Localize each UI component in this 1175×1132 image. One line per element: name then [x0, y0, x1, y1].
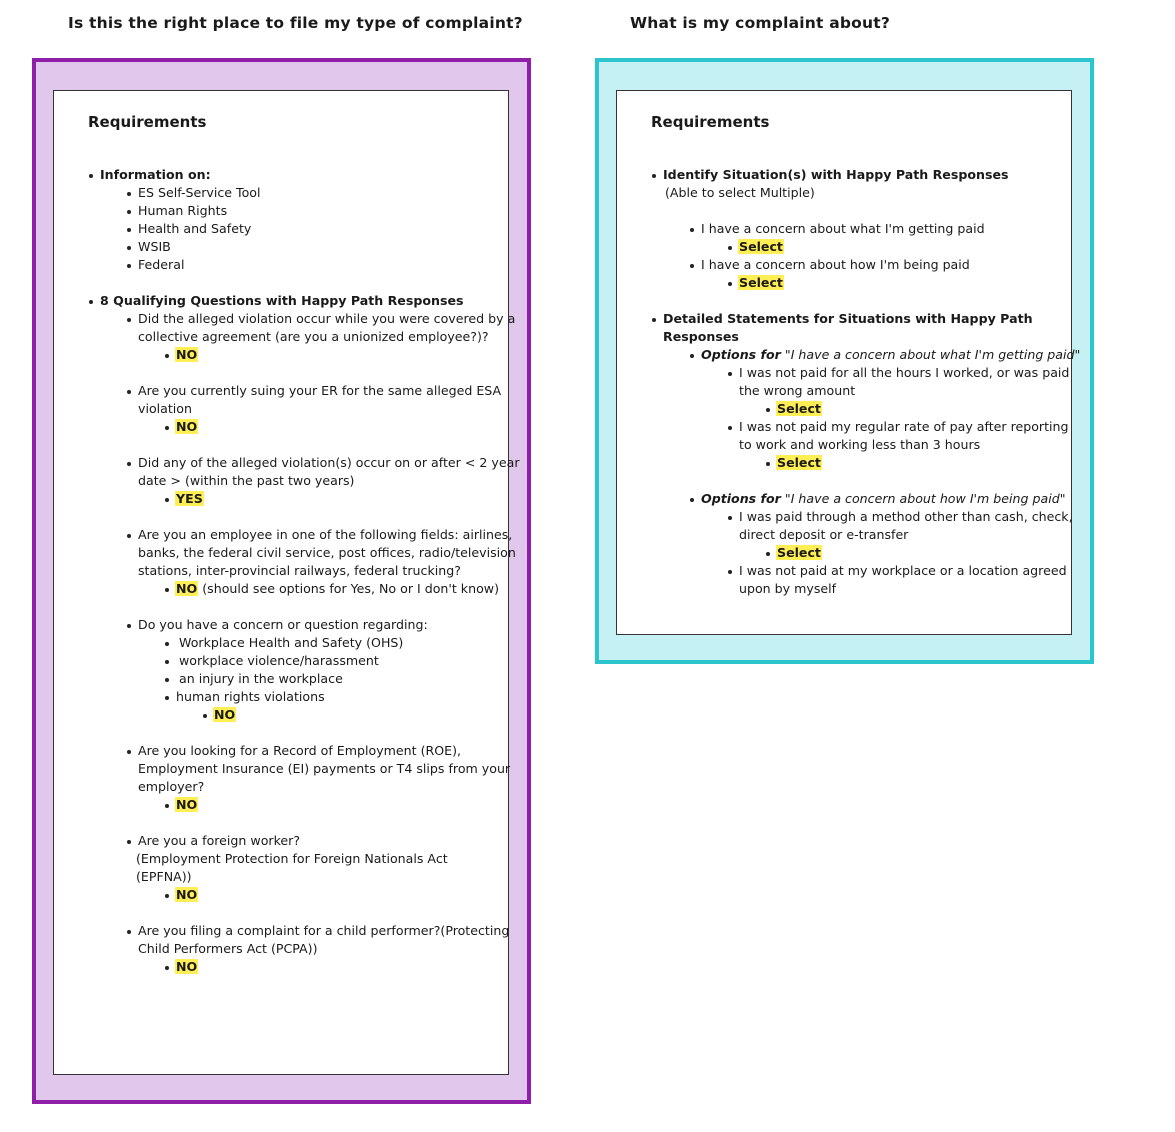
question-3-cont: date > (within the past two years) [138, 473, 355, 488]
bullet [127, 228, 131, 232]
answer-badge: NO [176, 887, 198, 902]
left-heading: Is this the right place to file my type of complaint? [68, 14, 523, 32]
question-7-cont: (EPFNA)) [136, 869, 192, 884]
question-1-cont: collective agreement (are you a unionized employee?)? [138, 329, 489, 344]
select-badge: Select [777, 455, 821, 470]
options-label: Options for [701, 347, 781, 362]
bullet [690, 264, 694, 268]
bullet [165, 894, 169, 898]
concern-item: human rights violations [176, 689, 325, 704]
question-7: Are you a foreign worker? [138, 833, 301, 848]
bullet [652, 318, 656, 322]
bullet [127, 264, 131, 268]
select-badge: Select [739, 239, 783, 254]
bullet [127, 246, 131, 250]
bullet [728, 570, 732, 574]
bullet [766, 408, 770, 412]
bullet [127, 210, 131, 214]
bullet [165, 678, 169, 682]
select-badge: Select [777, 545, 821, 560]
question-4-cont: stations, inter-provincial railways, federal trucking? [138, 563, 461, 578]
bullet [165, 804, 169, 808]
bullet [127, 462, 131, 466]
bullet [728, 372, 732, 376]
info-item: ES Self-Service Tool [138, 185, 261, 200]
answer-badge: NO [176, 959, 198, 974]
detailed-statements-title: Detailed Statements for Situations with Happy Path [663, 311, 1033, 326]
info-item: Human Rights [138, 203, 228, 218]
question-5: Do you have a concern or question regarding: [138, 617, 428, 632]
bullet [728, 516, 732, 520]
bullet [766, 462, 770, 466]
statement-item: I was not paid for all the hours I worked, or was paid [739, 365, 1070, 380]
question-8-cont: Child Performers Act (PCPA)) [138, 941, 318, 956]
answer-badge: NO [176, 581, 198, 596]
question-6-cont: employer? [138, 779, 205, 794]
bullet [652, 174, 656, 178]
statement-item: I was not paid my regular rate of pay after reporting [739, 419, 1069, 434]
concern-item: an injury in the workplace [179, 671, 343, 686]
question-6-cont: Employment Insurance (EI) payments or T4 slips from your [138, 761, 511, 776]
qualifying-questions-title: 8 Qualifying Questions with Happy Path Responses [100, 293, 464, 308]
bullet [127, 318, 131, 322]
question-8: Are you filing a complaint for a child performer?(Protecting [138, 923, 510, 938]
bullet [165, 588, 169, 592]
bullet [89, 300, 93, 304]
bullet [690, 354, 694, 358]
bullet [690, 498, 694, 502]
options-situation-quote: "I have a concern about what I'm getting paid" [780, 347, 1081, 362]
right-requirements-title: Requirements [651, 113, 770, 131]
bullet [127, 840, 131, 844]
identify-situations-title: Identify Situation(s) with Happy Path Responses [663, 167, 1009, 182]
question-1: Did the alleged violation occur while you were covered by a [138, 311, 516, 326]
bullet [165, 966, 169, 970]
question-3: Did any of the alleged violation(s) occur on or after < 2 year [138, 455, 520, 470]
bullet [165, 498, 169, 502]
question-4-cont: banks, the federal civil service, post offices, radio/television [138, 545, 516, 560]
bullet [127, 750, 131, 754]
statement-item-cont: upon by myself [739, 581, 837, 596]
bullet [728, 246, 732, 250]
select-badge: Select [777, 401, 821, 416]
options-situation-quote: "I have a concern about how I'm being paid" [780, 491, 1066, 506]
info-item: WSIB [138, 239, 171, 254]
concern-item: Workplace Health and Safety (OHS) [179, 635, 404, 650]
question-7-cont: (Employment Protection for Foreign Nationals Act [136, 851, 448, 866]
bullet [127, 624, 131, 628]
info-item: Federal [138, 257, 185, 272]
situation-item: I have a concern about how I'm being paid [701, 257, 970, 272]
detailed-statements-title-cont: Responses [663, 329, 739, 344]
answer-note: (should see options for Yes, No or I don't know) [198, 581, 500, 596]
bullet [127, 534, 131, 538]
answer-badge: NO [176, 797, 198, 812]
identify-situations-subtitle: (Able to select Multiple) [665, 185, 815, 200]
select-badge: Select [739, 275, 783, 290]
situation-item: I have a concern about what I'm getting paid [701, 221, 985, 236]
concern-item: workplace violence/harassment [179, 653, 379, 668]
answer-badge: YES [176, 491, 203, 506]
bullet [127, 930, 131, 934]
answer-badge: NO [214, 707, 236, 722]
bullet [127, 192, 131, 196]
bullet [127, 390, 131, 394]
answer-badge: NO [176, 347, 198, 362]
bullet [766, 552, 770, 556]
right-heading: What is my complaint about? [630, 14, 891, 32]
answer-badge: NO [176, 419, 198, 434]
bullet [165, 660, 169, 664]
information-on-label: Information on: [100, 167, 211, 182]
statement-item: I was paid through a method other than cash, check, [739, 509, 1073, 524]
left-requirements-title: Requirements [88, 113, 207, 131]
question-2: Are you currently suing your ER for the same alleged ESA [138, 383, 502, 398]
bullet [728, 426, 732, 430]
bullet [203, 714, 207, 718]
statement-item: I was not paid at my workplace or a location agreed [739, 563, 1067, 578]
statement-item-cont: to work and working less than 3 hours [739, 437, 981, 452]
question-4: Are you an employee in one of the following fields: airlines, [138, 527, 513, 542]
statement-item-cont: the wrong amount [739, 383, 856, 398]
info-item: Health and Safety [138, 221, 252, 236]
bullet [165, 642, 169, 646]
bullet [728, 282, 732, 286]
bullet [89, 174, 93, 178]
bullet [690, 228, 694, 232]
bullet [165, 354, 169, 358]
question-6: Are you looking for a Record of Employment (ROE), [138, 743, 462, 758]
bullet [165, 696, 169, 700]
question-2-cont: violation [138, 401, 192, 416]
bullet [165, 426, 169, 430]
options-label: Options for [701, 491, 781, 506]
statement-item-cont: direct deposit or e-transfer [739, 527, 909, 542]
